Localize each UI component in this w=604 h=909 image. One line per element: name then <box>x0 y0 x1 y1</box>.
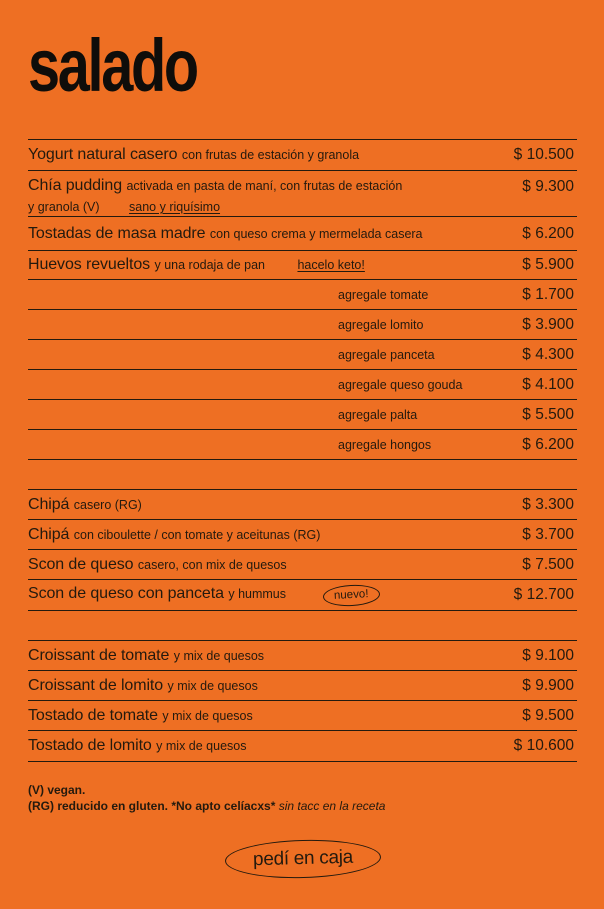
addon-label: agregale queso gouda <box>338 377 463 392</box>
item-cell <box>28 526 485 544</box>
item-line-1 <box>28 177 485 195</box>
item-name: Huevos revueltos <box>28 256 151 273</box>
menu-section-breakfast <box>28 139 577 460</box>
addon-row <box>28 310 577 340</box>
menu-section-chipa-scones <box>28 489 577 611</box>
page-title: salado <box>28 24 197 107</box>
item-desc: y una rodaja de pan <box>154 258 265 272</box>
menu-row <box>28 550 577 580</box>
menu-row <box>28 140 577 171</box>
item-desc: activada en pasta de maní, con frutas de estación <box>126 179 403 193</box>
menu-section-croissants-tostados <box>28 640 577 762</box>
menu-row <box>28 171 577 217</box>
item-name: Chipá <box>28 495 70 513</box>
item-name: Croissant de lomito <box>28 676 164 694</box>
addon-label: agregale palta <box>338 407 418 422</box>
item-name: Croissant de tomate <box>28 646 170 664</box>
addon-label: agregale hongos <box>338 437 432 452</box>
menu-row <box>28 490 577 520</box>
stamp-label: pedí en caja <box>252 846 353 871</box>
item-cell <box>28 171 485 216</box>
addon-price: $ 4.300 <box>522 345 574 363</box>
order-at-counter-stamp <box>224 838 381 880</box>
item-desc-continued: y granola (V) <box>28 200 100 214</box>
item-cell <box>28 677 485 695</box>
item-cell <box>28 585 485 606</box>
item-price: $ 3.700 <box>522 525 574 543</box>
menu-row <box>28 580 577 611</box>
addon-price: $ 5.500 <box>522 405 574 423</box>
item-price: $ 9.900 <box>522 676 574 694</box>
menu-row <box>28 520 577 550</box>
item-desc: y mix de quesos <box>167 678 258 693</box>
section-spacer <box>28 611 577 640</box>
addon-row <box>28 340 577 370</box>
footnote-vegan: (V) vegan. <box>28 783 86 797</box>
section-spacer <box>28 460 577 489</box>
item-cell <box>28 256 485 274</box>
menu-row <box>28 731 577 762</box>
addon-price: $ 6.200 <box>522 435 574 453</box>
item-name: Scon de queso con panceta <box>28 584 224 602</box>
item-price: $ 12.700 <box>513 586 574 603</box>
menu-row <box>28 671 577 701</box>
item-name: Scon de queso <box>28 555 134 573</box>
item-name: Chipá <box>28 525 70 543</box>
item-price: $ 6.200 <box>522 224 574 242</box>
addon-label: agregale lomito <box>338 317 424 332</box>
item-name: Tostadas de masa madre <box>28 224 206 242</box>
item-line-2 <box>28 198 485 216</box>
menu-row <box>28 217 577 251</box>
footnotes <box>28 782 577 814</box>
menu-row <box>28 641 577 671</box>
item-desc: y hummus <box>228 586 286 601</box>
addon-price: $ 3.900 <box>522 315 574 333</box>
item-desc: casero, con mix de quesos <box>137 557 287 572</box>
addon-price: $ 4.100 <box>522 375 574 393</box>
item-price: $ 9.100 <box>522 646 574 664</box>
item-cell <box>28 737 485 755</box>
item-desc: con queso crema y mermelada casera <box>209 226 423 241</box>
item-note-link: hacelo keto! <box>297 258 365 272</box>
item-price: $ 5.900 <box>522 256 574 273</box>
addon-price: $ 1.700 <box>522 285 574 303</box>
addon-row <box>28 400 577 430</box>
item-cell <box>28 496 485 514</box>
item-desc: con frutas de estación y granola <box>181 148 360 162</box>
item-name: Tostado de lomito <box>28 737 152 754</box>
new-badge: nuevo! <box>323 583 381 607</box>
item-desc: y mix de quesos <box>162 708 253 723</box>
item-desc: y mix de quesos <box>156 739 247 753</box>
item-name: Yogurt natural casero <box>28 146 178 163</box>
addon-label: agregale panceta <box>338 347 435 362</box>
item-cell <box>28 225 485 243</box>
menu <box>28 139 577 762</box>
item-price: $ 9.300 <box>522 178 574 195</box>
item-price: $ 3.300 <box>522 495 574 513</box>
item-desc: con ciboulette / con tomate y aceitunas (RG) <box>73 527 321 542</box>
item-desc: casero (RG) <box>73 497 142 512</box>
menu-row <box>28 251 577 280</box>
addon-label: agregale tomate <box>338 287 429 302</box>
item-name: Chía pudding <box>28 177 122 194</box>
addon-row <box>28 370 577 400</box>
item-cell <box>28 146 485 164</box>
item-note-link: sano y riquísimo <box>129 200 221 214</box>
item-price: $ 10.500 <box>513 146 574 163</box>
item-price: $ 7.500 <box>522 555 574 573</box>
item-cell <box>28 707 485 725</box>
item-price: $ 10.600 <box>513 737 574 754</box>
footnote-gluten-italic: sin tacc en la receta <box>278 799 386 813</box>
menu-row <box>28 701 577 731</box>
item-name: Tostado de tomate <box>28 706 158 724</box>
item-cell <box>28 647 485 665</box>
item-price: $ 9.500 <box>522 706 574 724</box>
footnote-gluten <box>28 798 577 814</box>
footnote-gluten-text: (RG) reducido en gluten. *No apto celíacxs* <box>28 799 276 813</box>
addon-row <box>28 430 577 460</box>
addon-row <box>28 280 577 310</box>
item-cell <box>28 556 485 574</box>
item-desc: y mix de quesos <box>173 648 265 663</box>
